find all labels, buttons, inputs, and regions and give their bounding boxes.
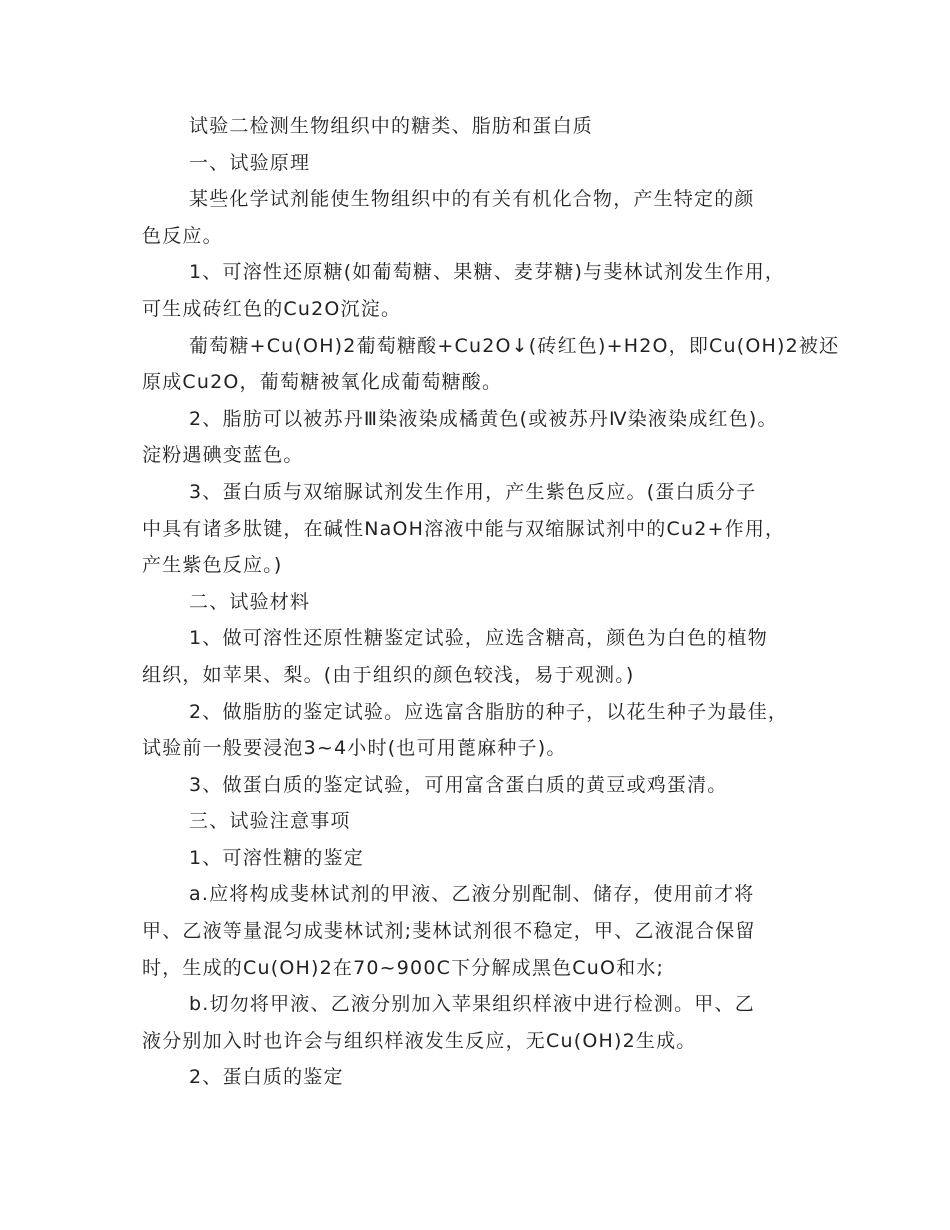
text-line: 某些化学试剂能使生物组织中的有关有机化合物，产生特定的颜 bbox=[189, 188, 755, 211]
text-line: 甲、乙液等量混匀成斐林试剂;斐林试剂很不稳定，甲、乙液混合保留 bbox=[142, 920, 756, 943]
text-line: 淀粉遇碘变蓝色。 bbox=[142, 444, 304, 467]
subsection-heading-protein: 2、蛋白质的鉴定 bbox=[189, 1066, 344, 1089]
text-line: 试验前一般要浸泡3~4小时(也可用蓖麻种子)。 bbox=[142, 737, 567, 760]
text-line: a.应将构成斐林试剂的甲液、乙液分别配制、储存，使用前才将 bbox=[189, 883, 755, 906]
text-line: 2、脂肪可以被苏丹Ⅲ染液染成橘黄色(或被苏丹Ⅳ染液染成红色)。 bbox=[189, 407, 778, 430]
subsection-heading-sugar: 1、可溶性糖的鉴定 bbox=[189, 846, 364, 869]
section-heading-materials: 二、试验材料 bbox=[189, 590, 311, 613]
text-line: 组织，如苹果、梨。(由于组织的颜色较浅，易于观测。) bbox=[142, 663, 635, 686]
text-line: 1、做可溶性还原性糖鉴定试验，应选含糖高，颜色为白色的植物 bbox=[189, 627, 768, 650]
text-line: b.切勿将甲液、乙液分别加入苹果组织样液中进行检测。甲、乙 bbox=[189, 993, 755, 1016]
text-line: 3、做蛋白质的鉴定试验，可用富含蛋白质的黄豆或鸡蛋清。 bbox=[189, 773, 728, 796]
text-line: 1、可溶性还原糖(如葡萄糖、果糖、麦芽糖)与斐林试剂发生作用， bbox=[189, 261, 786, 284]
text-line: 葡萄糖+Cu(OH)2葡萄糖酸+Cu2O↓(砖红色)+H2O，即Cu(OH)2被还 bbox=[189, 334, 840, 357]
text-line: 2、做脂肪的鉴定试验。应选富含脂肪的种子，以花生种子为最佳， bbox=[189, 700, 789, 723]
section-heading-principle: 一、试验原理 bbox=[189, 151, 311, 174]
text-line: 3、蛋白质与双缩脲试剂发生作用，产生紫色反应。(蛋白质分子 bbox=[189, 480, 757, 503]
section-heading-precautions: 三、试验注意事项 bbox=[189, 810, 351, 833]
text-line: 原成Cu2O，葡萄糖被氧化成葡萄糖酸。 bbox=[142, 371, 503, 394]
text-line: 时，生成的Cu(OH)2在70~900C下分解成黑色CuO和水; bbox=[142, 956, 665, 979]
document-title: 试验二检测生物组织中的糖类、脂肪和蛋白质 bbox=[189, 115, 594, 137]
text-line: 产生紫色反应。) bbox=[142, 554, 283, 577]
text-line: 色反应。 bbox=[142, 224, 223, 247]
text-line: 液分别加入时也许会与组织样液发生反应，无Cu(OH)2生成。 bbox=[142, 1029, 697, 1052]
text-line: 可生成砖红色的Cu2O沉淀。 bbox=[142, 297, 402, 320]
document-body bbox=[142, 108, 840, 1096]
text-line: 中具有诸多肽键，在碱性NaOH溶液中能与双缩脲试剂中的Cu2+作用， bbox=[142, 517, 786, 540]
